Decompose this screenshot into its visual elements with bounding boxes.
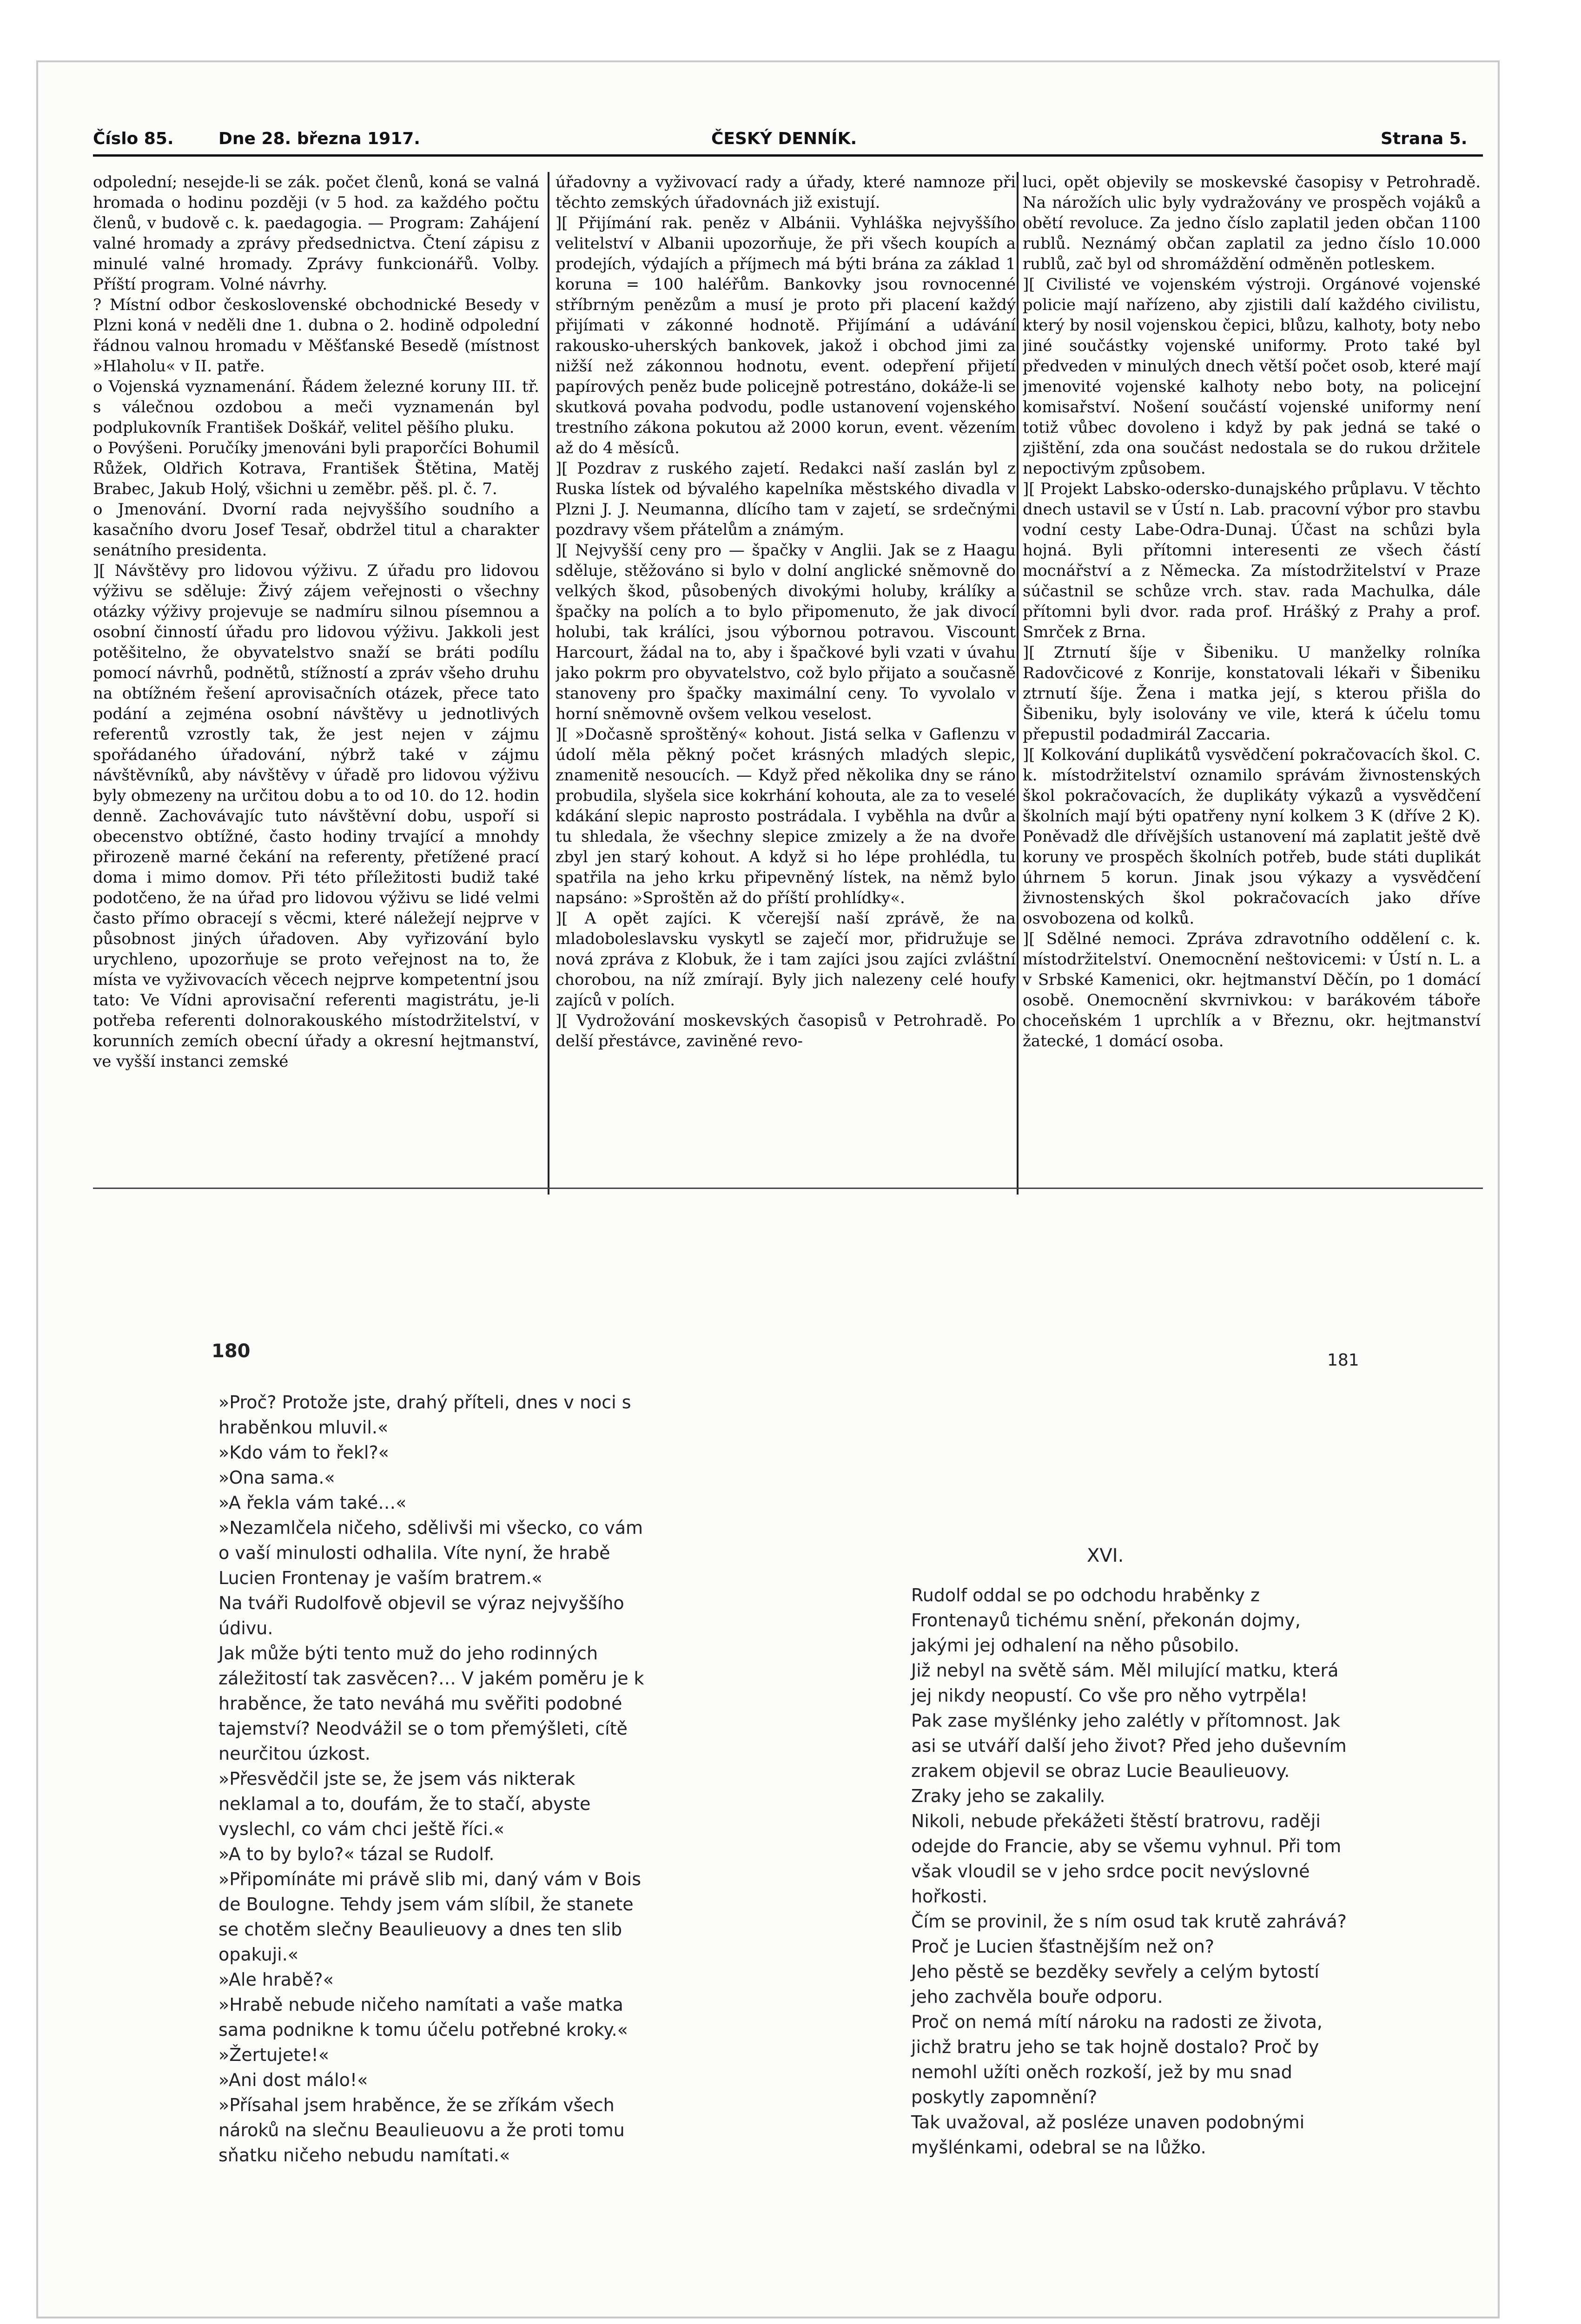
news-paragraph: o Povýšeni. Poručíky jmenováni byli praporčíci Bohumil Růžek, Oldřich Kotrava, František Štětina, Matěj Brabec, Jakub Holý, všichni u zeměbr. pěš. pl. č. 7. <box>93 439 539 498</box>
column-rule <box>548 172 549 1195</box>
novel-page-number-right: 181 <box>1327 1351 1359 1370</box>
news-paragraph: ][ Přijímání rak. peněz v Albánii. Vyhláška nejvyššího velitelství v Albanii upozorňuje, že při všech koupích a prodejích, výdajích a příjmech má býti brána za základ 1 koruna = 100 haléřům. Bankovky jsou rovnocenné stříbrným penězům a musí je proto při placení každý přijímati v zákonné hodnotě. Přijímání a udávání rakousko-uherských bankovek, jakož i obchod jimi za nižší než zákonnou hodnotu, event. odepření přijetí papírových peněz bude policejně potrestáno, dokáže-li se skutková povaha podvodu, podle ustanovení vojenského trestního zákona pokutou až 2000 korun, event. vězením až do 4 měsíců. <box>556 214 1016 457</box>
news-paragraph: ][ Ztrnutí šíje v Šibeniku. U manželky rolníka Radovčicové z Konrije, konstatovali lékaři v Šibeniku ztrnutí šíje. Žena i matka její, s kterou přišla do Šibeniku, byly isolovány ve vile, která k účelu tomu přepustil podadmirál Zaccaria. <box>1023 643 1481 744</box>
novel-paragraph: »Ani dost málo!« <box>218 2070 368 2090</box>
newspaper-title: ČESKÝ DENNÍK. <box>711 129 857 148</box>
novel-paragraph: Zraky jeho se zakalily. <box>911 1786 1105 1806</box>
novel-paragraph: »Kdo vám to řekl?« <box>218 1442 389 1463</box>
novel-paragraph: Proč on nemá mítí nároku na radosti ze života, jichž bratru jeho se tak hojně dostalo? Proč by nemohl užíti oněch rozkoší, jež by mu snad poskytly zapomnění? <box>911 2012 1323 2107</box>
news-paragraph: ][ Pozdrav z ruského zajetí. Redakci naší zaslán byl z Ruska lístek od bývalého kapelníka městského divadla v Plzni J. J. Neumanna, dlícího tam v zajetí, se srdečnými pozdravy všem přátelům a známým. <box>556 459 1016 539</box>
novel-paragraph: Čím se provinil, že s ním osud tak krutě zahrává? Proč je Lucien šťastnějším než on? <box>911 1911 1347 1957</box>
news-column-2 <box>556 172 1016 1190</box>
news-paragraph: ][ Vydrožování moskevských časopisů v Petrohradě. Po delší přestávce, zaviněné revo- <box>556 1011 1016 1050</box>
novel-paragraph: »Ale hrabě?« <box>218 1969 334 1990</box>
novel-paragraph: »Hrabě nebude ničeho namítati a vaše matka sama podnikne k tomu účelu potřebné kroky.« <box>218 1994 628 2040</box>
chapter-heading: XVI. <box>1087 1545 1124 1566</box>
novel-paragraph: »Přísahal jsem hraběnce, že se zříkám všech nároků na slečnu Beaulieuovu a že proti tomu sňatku ničeho nebudu namítati.« <box>218 2095 625 2166</box>
novel-paragraph: »Proč? Protože jste, drahý příteli, dnes v noci s hraběnkou mluvil.« <box>218 1392 631 1438</box>
novel-paragraph: Rudolf oddal se po odchodu hraběnky z Frontenayů tichému snění, překonán dojmy, jakými jej odhalení na něho působilo. <box>911 1585 1301 1656</box>
novel-paragraph: Již nebyl na světě sám. Měl milující matku, která jej nikdy neopustí. Co vše pro něho vytrpěla! <box>911 1660 1339 1706</box>
news-column-3 <box>1023 172 1481 1185</box>
novel-paragraph: »Ona sama.« <box>218 1467 335 1488</box>
novel-paragraph: Nikoli, nebude překážeti štěstí bratrovu, raději odejde do Francie, aby se všemu vyhnul. Při tom však vloudil se v jeho srdce pocit nevýslovné hořkosti. <box>911 1811 1342 1907</box>
news-paragraph: ][ Sdělné nemoci. Zpráva zdravotního oddělení c. k. místodržitelství. Onemocnění neštovicemi: v Ústí n. L. a v Srbské Kamenici, okr. hejtmanství Děčín, po 1 domácí osobě. Onemocnění skvrnivkou: v barákovém táboře choceňském 1 uprchlík a v Březnu, okr. hejtmanství žatecké, 1 domácí osoba. <box>1023 930 1481 1050</box>
news-paragraph: luci, opět objevily se moskevské časopisy v Petrohradě. Na nárožích ulic byly vydražovány ve prospěch vojáků a obětí revoluce. Za jedno číslo zaplatil jeden občan 1100 rublů. Neznámý občan zaplatil za jedno číslo 10.000 rublů, zač byl od shromáždění odměněn potleskem. <box>1023 173 1481 273</box>
novel-paragraph: Na tváři Rudolfově objevil se výraz nejvyššího údivu. <box>218 1593 624 1638</box>
novel-paragraph: Tak uvažoval, až posléze unaven podobnými myšlénkami, odebral se na lůžko. <box>911 2112 1305 2158</box>
news-paragraph: ][ Návštěvy pro lidovou výživu. Z úřadu pro lidovou výživu se sděluje: Živý zájem veřejnosti o všechny otázky výživy projevuje se nadmíru silnou písemnou a osobní činností úřadu pro lidovou výživu. Jakkoli jest potěšitelno, že obyvatelstvo snaží se bráti podílu pomocí návrhů, podnětů, stížností a zpráv všeho druhu na obtížném řešení aprovisačních otázek, přece tato podání a zejména osobní návštěvy u jednotlivých referentů vzrostly tak, že jest nejen v zájmu spořádaného úřadování, nýbrž také v zájmu návštěvníků, aby návštěvy v úřadě pro lidovou výživu byly obmezeny na určitou dobu a to od 10. do 12. hodin denně. Zachovávajíc tuto návštěvní dobu, uspoří si obecenstvo obtížné, často hodiny trvající a mnohdy přirozeně marné čekání na referenty, přetížené prací doma i mimo domov. Při této příležitosti budiž také podotčeno, že na úřad pro lidovou výživu se lidé velmi často přímo obracejí s věcmi, které náležejí nejprve v působnost jiných úřadoven. Aby vyřizování bylo urychleno, upozorňuje se proto veřejnost na to, že místa ve vyživovacích věcech nejprve kompetentní jsou tato: Ve Vídni aprovisační referenti magistrátu, je-li potřeba referenti dolnorakouského místodržitelství, v korunních zemích obecní úřady a okresní hejtmanství, ve vyšší instanci zemské <box>93 561 539 1071</box>
novel-paragraph: »Nezamlčela ničeho, sdělivši mi všecko, co vám o vaší minulosti odhalila. Víte nyní, že hrabě Lucien Frontenay je vaším bratrem.« <box>218 1518 643 1588</box>
novel-paragraph: Jeho pěstě se bezděky sevřely a celým bytostí jeho zachvěla bouře odporu. <box>911 1961 1319 2007</box>
news-paragraph: odpolední; nesejde-li se zák. počet členů, koná se valná hromada o hodinu později (v 5 hod. za každého počtu členů, v budově c. k. paedagogia. — Program: Zahájení valné hromady a zprávy předsednictva. Čtení zápisu z minulé valné hromady. Zprávy funkcionářů. Volby. Příští program. Volné návrhy. <box>93 173 539 294</box>
issue-number: Číslo 85. <box>93 129 174 148</box>
column-rule <box>1017 172 1019 1195</box>
news-paragraph: ][ Nejvyšší ceny pro — špačky v Anglii. Jak se z Haagu sděluje, stěžováno si bylo v dolní anglické sněmovně do velkých škod, působených divokými holuby, králíky a špačky na polích a to bylo připomenuto, že jak divocí holubi, tak králíci, jsou výbornou potravou. Viscount Harcourt, žádal na to, aby i špačkové byli vzati v úvahu jako pokrm pro obyvatelstvo, což bylo přijato a současně stanoveny pro špačky maximální ceny. To vyvolalo v horní sněmovně ovšem velkou veselost. <box>556 541 1016 723</box>
news-paragraph: o Vojenská vyznamenání. Řádem železné koruny III. tř. s válečnou ozdobou a meči vyznamenán byl podplukovník František Doškář, velitel pěšího pluku. <box>93 377 539 437</box>
news-paragraph: ][ »Dočasně sproštěný« kohout. Jistá selka v Gaflenzu v údolí měla pěkný počet krásných mladých slepic, znamenitě nesoucích. — Když před několika dny se ráno probudila, slyšela sice kokrhání kohouta, ale za to veselé kdákání slepic naprosto postrádala. I vyběhla na dvůr a tu shledala, že všechny slepice zmizely a že na dvoře zbyl jen starý kohout. A když si ho lépe prohlédla, tu spatřila na jeho krku připevněný lístek, na němž bylo napsáno: »Sproštěn až do příští prohlídky«. <box>556 725 1016 907</box>
news-paragraph: ? Místní odbor československé obchodnické Besedy v Plzni koná v neděli dne 1. dubna o 2. hodině odpolední řádnou valnou hromadu v Měšťanské Besedě (místnost »Hlaholu« v II. patře. <box>93 296 539 376</box>
page-number: Strana 5. <box>1381 129 1468 148</box>
section-divider <box>93 1188 1483 1189</box>
novel-paragraph: »Žertujete!« <box>218 2045 329 2065</box>
news-paragraph: ][ Projekt Labsko-odersko-dunajského průplavu. V těchto dnech ustavil se v Ústí n. Lab. pracovní výbor pro stavbu vodní cesty Labe-Odra-Dunaj. Účast na schůzi byla hojná. Byli přítomni interesenti ze všech částí mocnářství a z Německa. Za místodržitelství v Praze súčastnil se schůze vrch. stav. rada Machulka, dále přítomni byli dvor. rada prof. Hrášký z Prahy a prof. Smrček z Brna. <box>1023 480 1481 641</box>
novel-paragraph: »Přesvědčil jste se, že jsem vás nikterak neklamal a to, doufám, že to stačí, abyste vyslechl, co vám chci ještě říci.« <box>218 1769 591 1839</box>
novel-text-left <box>218 1390 655 2168</box>
novel-paragraph: »A to by bylo?« tázal se Rudolf. <box>218 1844 495 1864</box>
news-column-1 <box>93 172 539 1190</box>
novel-paragraph: »Připomínáte mi právě slib mi, daný vám v Bois de Boulogne. Tehdy jsem vám slíbil, že stanete se chotěm slečny Beaulieuovy a dnes ten slib opakuji.« <box>218 1869 641 1965</box>
novel-text-right <box>911 1583 1357 2160</box>
news-paragraph: ][ Civilisté ve vojenském výstroji. Orgánové vojenské policie mají nařízeno, aby zjistili dalí každého civilistu, který by nosil vojenskou čepici, blůzu, kalhoty, boty nebo jiné součástky vojenské uniformy. Proto také byl předveden v minulých dnech větší počet osob, které mají jmenovité vojenské kalhoty nebo boty, na policejní komisařství. Nošení součástí vojenské uniformy není totiž vůbec dovoleno i když by pak jedná se také o zjištění, zda ona součást nedostala se do rukou držitele nepoctivým způsobem. <box>1023 275 1481 478</box>
news-paragraph: úřadovny a vyživovací rady a úřady, které namnoze při těchto zemských úřadovnách již existují. <box>556 173 1016 212</box>
novel-paragraph: Pak zase myšlénky jeho zalétly v přítomnost. Jak asi se utváří další jeho život? Před jeho duševním zrakem objevil se obraz Lucie Beaulieuovy. <box>911 1710 1347 1781</box>
news-paragraph: ][ Kolkování duplikátů vysvědčení pokračovacích škol. C. k. místodržitelství oznamilo správám živnostenských škol pokračovacích, že duplikáty výkazů a vysvědčení školních mají býti opatřeny nyní kolkem 3 K (dříve 2 K). Poněvadž dle dřívějších ustanovení má zaplatit ještě dvě koruny ve prospěch školních potřeb, bude státi duplikát úhrnem 5 korun. Jinak jsou výkazy a vysvědčení živnostenských škol pokračovacích jako dříve osvobozena od kolků. <box>1023 746 1481 928</box>
issue-date: Dne 28. března 1917. <box>218 129 420 148</box>
novel-paragraph: Jak může býti tento muž do jeho rodinných záležitostí tak zasvěcen?… V jakém poměru je k hraběnce, že tato neváhá mu svěřiti podobné tajemství? Neodvážil se o tom přemýšleti, cítě neurčitou úzkost. <box>218 1643 644 1764</box>
news-paragraph: o Jmenování. Dvorní rada nejvyššího soudního a kasačního dvoru Josef Tesař, obdržel titul a charakter senátního presidenta. <box>93 500 539 560</box>
masthead <box>93 125 1483 157</box>
novel-page-number-left: 180 <box>212 1340 251 1362</box>
news-paragraph: ][ A opět zajíci. K včerejší naší zprávě, že na mladoboleslavsku vyskytl se zaječí mor, přidružuje se nová zpráva z Klobuk, že i tam zajíci jsou zajíci zvláštní chorobou, na níž zmírají. Byly jich nalezeny celé houfy zajíců v polích. <box>556 909 1016 1010</box>
novel-paragraph: »A řekla vám také…« <box>218 1492 407 1513</box>
